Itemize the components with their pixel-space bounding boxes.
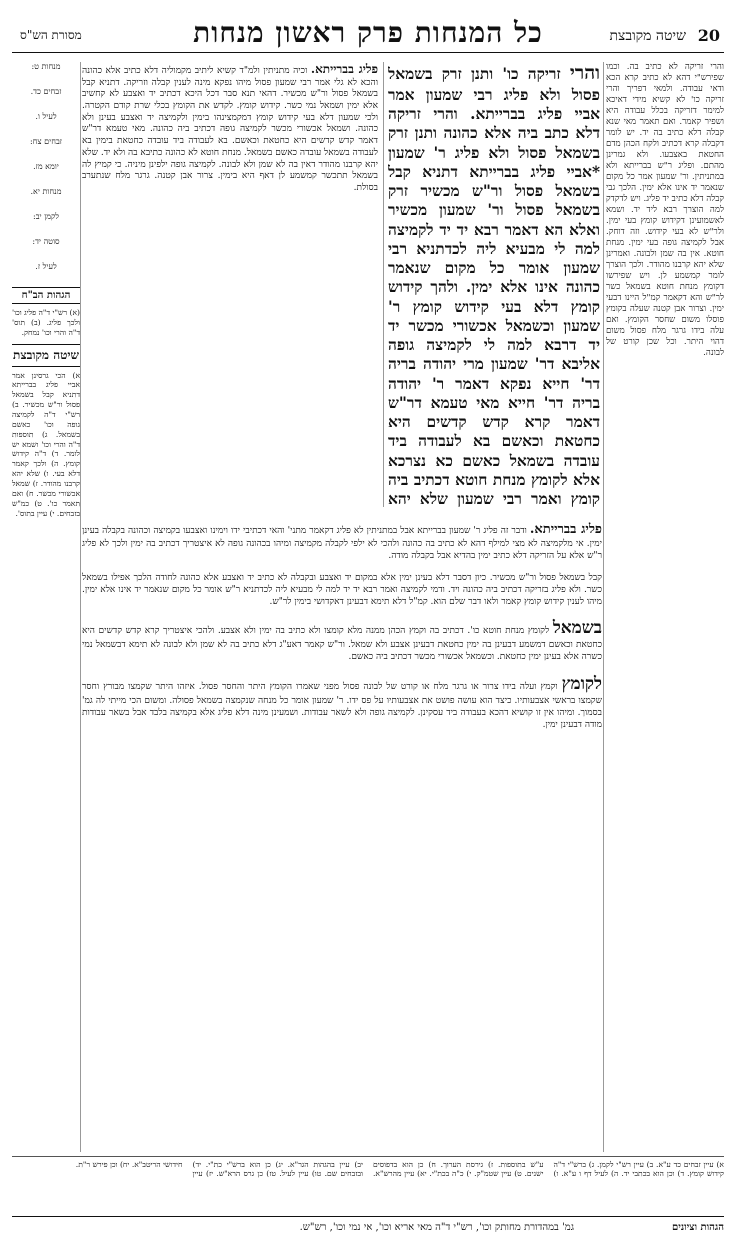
shita-mekubetzet-text: א) הכי גרסינן אמר אביי פליג בברייתא דתניא קבל בשמאל פסול ור"ש מכשיר. ב) רש"י ד"ה לקמיצה גופה וכו' כאשם בשמאל. ג) תוספות ד"ה והרי וכו' ושמא יש לומר. ד) ד"ה קידוש קומץ. ה) ולכך קאמר דלא בעי. ו) שלא יהא קרבנו מהודר. ז) שמאל אכשורי מכשר. ח) ואם תאמר כו'. ט) כמ"ש בזבחים. י) עיין בתוס'. — [12, 370, 80, 518]
margin-reference: זבחים כד. — [30, 87, 62, 96]
gemara-opening-word: והרי — [569, 62, 600, 84]
margin-reference: לעיל ז. — [35, 262, 57, 271]
column-divider — [80, 62, 81, 1152]
hagahot-text: (א) רש"י ד"ה פליג וכו' ולכך פליג. (ב) תוס' ד"ה והרי וכו' נמחק. — [12, 308, 80, 337]
tosafot-para-3: לקומץ מנחת חוטא כו'. דכתיב בה וקמץ הכהן ממנה מלא קומצו ולא כתיב בה ימין ולא אצבע. ולהכי איצטריך קרא קדש קדשים היא כחטאת וכאשם דמשמע דבעינן בה ימין כחטאת דבעינן אצבע ולא שמאל. ור"ש קאמר דאע"ג דלא כתיב בה לא שמן ולא לבונה לא תימא דבשמאל נמי כשרה אלא בעינן ימין כחטאת. וכשמאל אכשורי מכשר דכתיב ביה כאשם. — [82, 625, 602, 663]
page-number: 20 — [697, 26, 720, 45]
tosafot-paragraph — [82, 673, 602, 732]
footer-rule — [12, 1216, 724, 1217]
column-divider — [383, 62, 384, 507]
running-head-right: שיטה מקובצת — [609, 28, 686, 44]
right-commentary-text: והרי זריקה לא כתיב בה. וכמו שפירש"י דהא לא כתיב קרא הכא ודאי עבודה. ולמאי דפריך והרי זריקה כו' לא קשיא מידי דאיכא למימר דזריקה בכלל עבודה היא ושפיר קאמר. ואם תאמר מאי שנא קבלה דלא כתיב בה יד. יש לומר דקבלה קרא דכתיב ולקח הכהן מדם החטאת באצבעו. ולא גמרינן מהתם. ופליג ר"ש בברייתא ולא במתניתין. ור' שמעון אמר כל מקום שנאמר יד אינו אלא ימין. הלכך גבי קבלה דלא כתיב יד פליג. ויש לדקדק למה הוצרך רבא ליד יד. ושמא לאשמועינן דקידוש קומץ בעי ימין. ולר"ש לא בעי קידוש. וזה דוחק. אבל לקמיצה גופה בעי ימין. מנחת חוטא. אין בה שמן ולבונה. ואמרינן שלא יהא קרבנו מהודר. ולכך הוצרך לומר קמשמע לן. ויש שפירשו דקומץ מנחת חוטא בשמאל כשר לר"ש והא דקאמר קמ"ל היינו דבעי ימין. וצרור אבן קטנה שעלה בקומץ פוסלו משום שחסר הקומץ. ואם עלה בידו גרגר מלח פסול משום דהוי היתר. וכל שכן קורט של לבונה. — [606, 62, 724, 358]
margin-reference: זבחים צח: — [29, 137, 63, 146]
tosafot-para-2: קבל בשמאל פסול ור"ש מכשיר. כיון דסבר דלא בעינן ימין אלא במקום יד ואצבע ובקבלה לא כתיב יד ואצבע אלא כהונה לחודה הלכך אפילו בשמאל כשר. ולא פליג בזריקה דכתיב ביה כהונה ויד. ודמי לקמיצה ואמר רבא יד יד למה לי מבעיא ליה לכדתניא ר"ש אומר כל מקום שנאמר יד אינו אלא ימין. מיהו לענין קידוש קומץ קאמר ולאו דבר שלם הוא. קמ"ל דלא תימא דבעינן דאקדושי בימין לר"ש. — [82, 572, 602, 607]
tosafot-commentary — [82, 512, 602, 1152]
tosafot-para-1: ודבר זה פליג ר' שמעון בברייתא אבל במתניתין לא פליג דקאמר מתני' והאי דכתיבי ידו וימינו ואצבעו בקמיצה וכהונה בקבלה בעינן ימין. אי מלקמיצה לא מצי למילף דהא לא כתיב בה כהונה ולהכי לא ילפי לקבלה מקמיצה ומיהו בכהונה גופה לא איצטריך דכתיב בה ימין ולכך לא פליג ר"ש אלא על הזריקה דלא כתיב ימין בהדיא אבל בקבלה מודה. — [82, 526, 602, 562]
tosafot-section-heading: בשמאל — [552, 617, 602, 638]
rashi-text: וכיה מתניתין ולמ"ד קשיא ליתיב מקמוליה דלא כתיב אלא כהונה והכא לא גלי אמר רבי שמעון פסול מיהו נפקא מינה לענין קבלה וזריקה. דתניא קבל בשמאל פסול ור"ש מכשיר. דהאי תנא סבר דכל היכא דכתיב יד ואצבע לא קחשיב אלא ימין ושמאל נמי כשר. קידוש קומץ. לקדש את הקומץ בכלי שרת קודם הקטרה. ולכי שמעון דלא בעי קידוש קומץ דמקמצינהו בימין ולקמיצה יד ואצבע בעינן ולא כהונה. ושמאל אכשורי מכשר לקמיצה גופה דכתיב ביה כהונה. מאי טעמא דר"ש דאמר קדש קדשים היא כחטאת וכאשם. בא לעבודה ביד עובדה כחטאת בימין בא לעבודה בשמאל עובדה כאשם בשמאל. מנחת חוטא לא כהונה כתיבא בה ולא יד. שלא יהא קרבנו מהודר דאין בה לא שמן ולא לבונה. לקמיצה גופה ילפינן מיניה. כי קמיץ לה בשמאל תתכשר קמשמע לן דאף היא בימין. צרור אבן קטנה. גרגר מלח שנתערב בסולת. — [82, 66, 378, 193]
rashi-commentary — [82, 62, 378, 507]
margin-reference: סוטה יד: — [32, 237, 60, 246]
gemara-block — [388, 62, 600, 507]
margin-reference: יומא מז. — [33, 162, 59, 171]
page-footer — [12, 1222, 724, 1240]
tosafot-section-heading-2: לקומץ — [561, 673, 602, 694]
margin-reference: מנחות ט: — [31, 62, 61, 71]
rashi-lead-word: פליג בברייתא. — [310, 62, 378, 76]
margin-reference: מנחות יא. — [30, 187, 62, 196]
right-commentary-column — [606, 62, 724, 1172]
footnotes-text: א) עיין זבחים כד ע"א. ב) עיין רש"י לקמן. ג) ברש"י ד"ה קידוש קומץ. ד) וכן הוא בכתבי יד. ה) לעיל דף ו ע"א. ו) ע"ש בתוספות. ז) גירסת הערוך. ח) כן הוא בדפוסים ישנים. ט) עיין שטמ"ק. י) כ"ה בכת"י. יא) עיין מהרש"א. יב) עיין בהגהות הגר"א. יג) כן הוא ברש"י כת"י. יד) ובזבחים שם. טו) עיין לעיל. טז) כן גרס הרא"ש. יז) עיין חידושי הריטב"א. יח) וכן פירש ר"ת. — [75, 1160, 724, 1179]
margin-reference: לקמן יב: — [33, 212, 59, 221]
tosafot-lead-word: פליג בברייתא. — [529, 522, 602, 537]
chapter-title: כל המנחות פרק ראשון מנחות — [193, 16, 543, 49]
left-margin-column — [12, 62, 80, 1152]
column-divider — [603, 62, 604, 1152]
page-header — [12, 16, 724, 56]
tosafot-para-4: וקמץ ועלה בידו צרור או גרגר מלח או קורט של לבונה פסול מפני שאמרו הקומץ היתר והחסר פסול. איזהו היתר שקמצו מבורץ וחסר שקמצו בראשי אצבעותיו. כיצד הוא עושה פושט את אצבעותיו על פס ידו. ר' שמעון אומר כל מנחה שנקמצה בשמאל פסולה. ומשום הכי מייתי לה גמ' בסמוך. ומיהו אין זו קושיא דהכא בעבודה ביד עסקינן. לקמיצה גופה ולא לשאר עבודות. ושמעינן מינה דלא פליג אלא בקמיצה בלבד אבל בשאר עבודות מודה דבעינן ימין. — [82, 681, 602, 731]
margin-reference: לעיל ו. — [35, 112, 57, 121]
footnotes-block — [12, 1156, 724, 1214]
running-head-left: מסורת הש"ס — [20, 28, 82, 42]
tosafot-paragraph — [82, 617, 602, 664]
tosafot-paragraph — [82, 572, 602, 608]
tosafot-paragraph — [82, 521, 602, 563]
footer-heading: הגהות וציונים — [671, 1222, 724, 1233]
shita-mekubetzet-heading: שיטה מקובצת — [12, 344, 80, 367]
hagahot-heading: הגהות הב"ח — [12, 287, 80, 304]
header-rule — [12, 52, 724, 53]
footer-text: גמ' במהדורת מחותק וכו', רש"י ד"ה מאי אריא וכו', אי נמי וכו', רש"ש. — [299, 1222, 574, 1233]
gemara-text: זריקה כו' ותנן זרק בשמאל פסול ולא פליג רבי שמעון אמר אביי פליג בברייתא. והרי זריקה דלא כתב ביה אלא כהונה ותנן זרק בשמאל פסול ולא פליג ר' שמעון *אביי פליג בברייתא דתניא קבל בשמאל פסול ור"ש מכשיר זרק בשמאל פסול ור' שמעון מכשיר ואלא הא דאמר רבא יד יד לקמיצה למה לי מבעיא ליה לכדתניא רבי שמעון אומר כל מקום שנאמר כהונה אינו אלא ימין. ולהך קידוש קומץ דלא בעי קידוש קומץ ר' שמעון וכשמאל אכשורי מכשר יד יד דרבא למה לי לקמיצה גופה אליבא דר' שמעון מרי יהודה בריה דר' חייא נפקא דאמר ר' יהודה בריה דר' חייא מאי טעמא דר"ש דאמר קרא קדש קדשים היא כחטאת וכאשם בא לעבודה ביד עובדה בשמאל כאשם כא נצרכא אלא לקומץ מנחת חוטא דכתיב ביה קומץ ואמר רבי שמעון שלא יהא — [388, 65, 600, 507]
